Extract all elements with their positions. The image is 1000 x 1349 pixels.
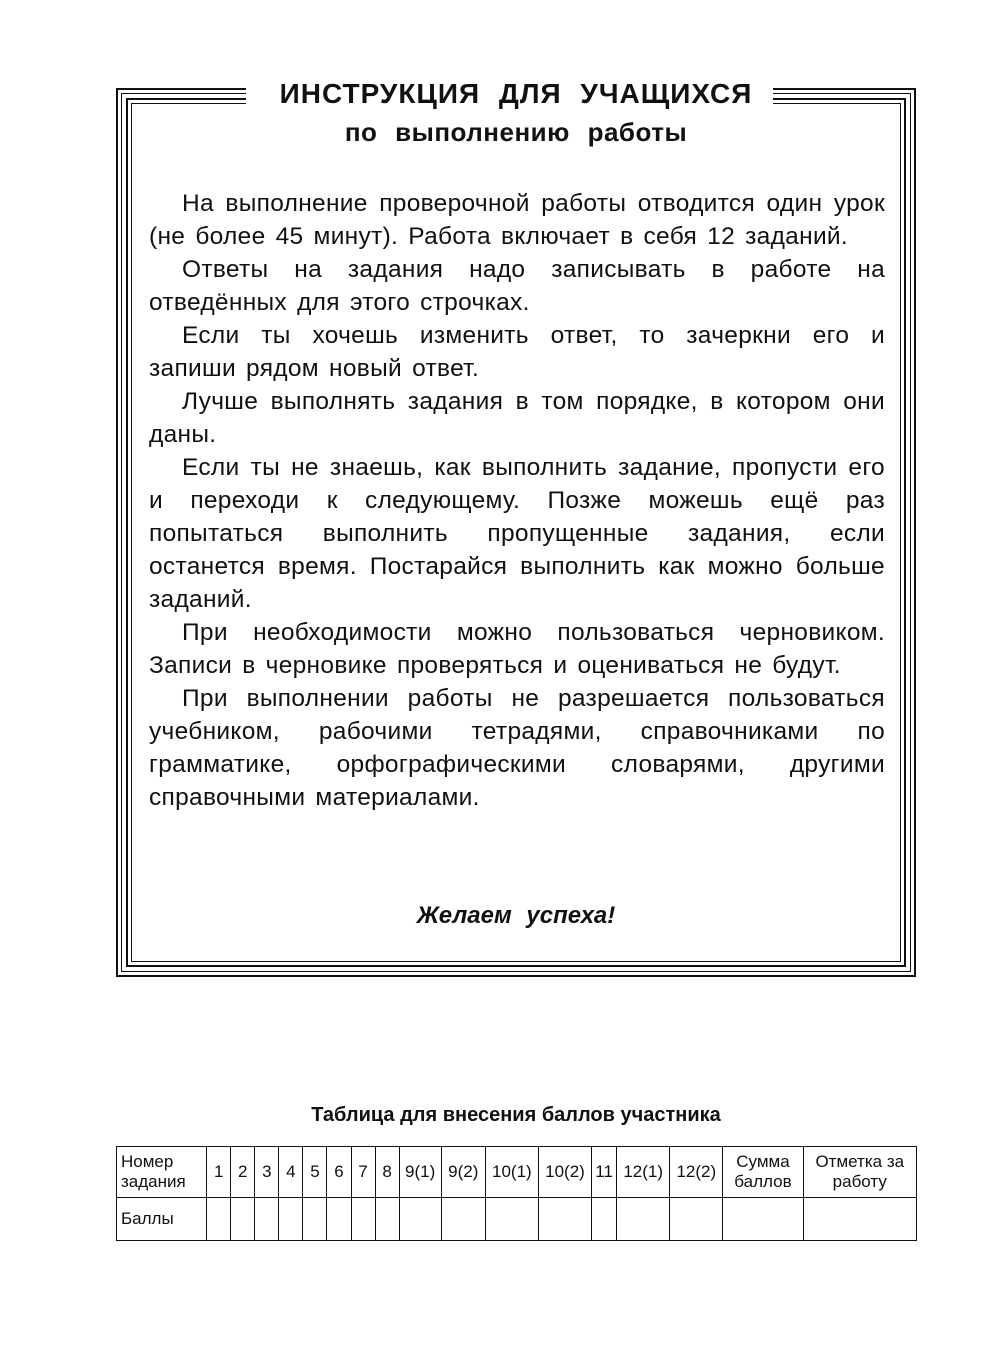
task-number-cell: 9(2) <box>441 1147 485 1198</box>
task-number-cell: 12(2) <box>670 1147 723 1198</box>
task-number-cell: 10(2) <box>538 1147 591 1198</box>
task-number-cell: 5 <box>303 1147 327 1198</box>
grade-entry-cell[interactable] <box>803 1198 916 1241</box>
score-entry-cell[interactable] <box>231 1198 255 1241</box>
grade-header: Отметка за работу <box>803 1147 916 1198</box>
score-entry-cell[interactable] <box>399 1198 441 1241</box>
score-entry-cell[interactable] <box>255 1198 279 1241</box>
score-entry-cell[interactable] <box>670 1198 723 1241</box>
score-entry-cell[interactable] <box>485 1198 538 1241</box>
task-number-cell: 7 <box>351 1147 375 1198</box>
scores-label: Баллы <box>117 1198 207 1241</box>
instruction-paragraph: Если ты не знаешь, как выполнить задание, пропусти его и переходи к следующему. Позже можешь ещё раз попытаться выполнить пропущенные задания, если останется время. Постарайся выполнить как можно больше заданий. <box>149 454 885 613</box>
sum-header: Сумма баллов <box>723 1147 803 1198</box>
instruction-body <box>149 187 885 814</box>
score-entry-cell[interactable] <box>538 1198 591 1241</box>
score-entry-cell[interactable] <box>279 1198 303 1241</box>
task-number-cell: 4 <box>279 1147 303 1198</box>
score-entry-cell[interactable] <box>617 1198 670 1241</box>
task-number-cell: 6 <box>327 1147 351 1198</box>
task-number-cell: 12(1) <box>617 1147 670 1198</box>
instruction-paragraph: Ответы на задания надо записывать в работе на отведённых для этого строчках. <box>149 256 885 316</box>
instruction-paragraph: Лучше выполнять задания в том порядке, в котором они даны. <box>149 388 885 448</box>
score-entry-cell[interactable] <box>303 1198 327 1241</box>
task-number-cell: 2 <box>231 1147 255 1198</box>
task-number-cell: 10(1) <box>485 1147 538 1198</box>
score-entry-cell[interactable] <box>207 1198 231 1241</box>
score-table <box>116 1146 917 1241</box>
score-entry-cell[interactable] <box>327 1198 351 1241</box>
instruction-subtitle: по выполнению работы <box>344 117 688 147</box>
task-number-cell: 3 <box>255 1147 279 1198</box>
instruction-title: ИНСТРУКЦИЯ ДЛЯ УЧАЩИХСЯ <box>279 78 753 109</box>
instruction-paragraph: При необходимости можно пользоваться черновиком. Записи в черновике проверяться и оцениваться не будут. <box>149 619 885 679</box>
task-number-cell: 8 <box>375 1147 399 1198</box>
instruction-paragraph: На выполнение проверочной работы отводится один урок (не более 45 минут). Работа включает в себя 12 заданий. <box>149 190 885 250</box>
score-entry-cell[interactable] <box>441 1198 485 1241</box>
task-number-cell: 1 <box>207 1147 231 1198</box>
task-number-cell: 9(1) <box>399 1147 441 1198</box>
score-table-header-row <box>117 1147 917 1198</box>
task-number-cell: 11 <box>592 1147 617 1198</box>
score-table-caption: Таблица для внесения баллов участника <box>311 1104 721 1126</box>
instruction-paragraph: Если ты хочешь изменить ответ, то зачеркни его и запиши рядом новый ответ. <box>149 322 885 382</box>
closing-wish: Желаем успеха! <box>416 902 616 929</box>
task-number-header: Номер задания <box>117 1147 207 1198</box>
score-entry-cell[interactable] <box>375 1198 399 1241</box>
score-entry-cell[interactable] <box>592 1198 617 1241</box>
sum-entry-cell[interactable] <box>723 1198 803 1241</box>
instruction-paragraph: При выполнении работы не разрешается пользоваться учебником, рабочими тетрадями, справочниками по грамматике, орфографическими словарями, другими справочными материалами. <box>149 685 885 811</box>
score-table-scores-row <box>117 1198 917 1241</box>
score-entry-cell[interactable] <box>351 1198 375 1241</box>
